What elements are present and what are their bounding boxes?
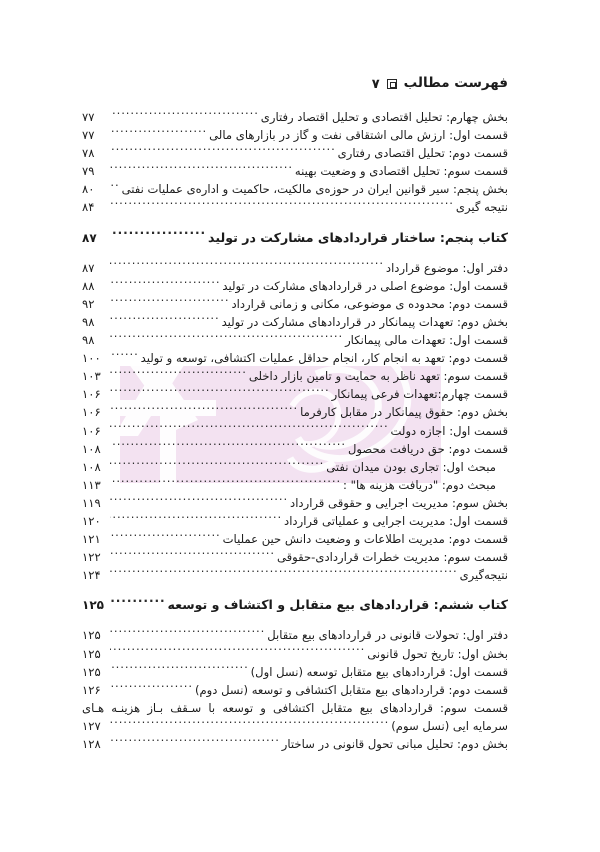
- toc-dot-leader: [110, 664, 249, 676]
- toc-entry-page-number: ۱۱۳: [82, 477, 101, 492]
- toc-entry[interactable]: [82, 108, 508, 126]
- toc-entry-page-number: ۱۰۳: [82, 369, 101, 384]
- toc-entry-page-number: ۱۲۵: [82, 646, 101, 661]
- toc-entry-page-number: ۷۷: [82, 128, 95, 143]
- toc-dot-leader: [110, 351, 139, 363]
- toc-entry[interactable]: [82, 331, 508, 349]
- toc-entry[interactable]: [82, 259, 508, 277]
- toc-dot-leader: [110, 387, 330, 399]
- toc-entry-page-number: ۸۷: [82, 260, 95, 275]
- toc-entry-page-number: ۸۴: [82, 200, 95, 215]
- toc-entry[interactable]: [82, 385, 508, 403]
- toc-entry-label: بخش پنجم: سیر قوانین ایران در حوزه‌ی مالکیت، حاکمیت و اداره‌ی عملیات نفتی: [121, 182, 508, 197]
- toc-entry[interactable]: [82, 422, 508, 440]
- toc-dot-leader: [110, 405, 298, 417]
- toc-entry-label: بخش سوم: مدیریت اجرایی و حقوقی قرارداد: [290, 495, 508, 510]
- toc-entry-page-number: ۱۰۸: [82, 441, 101, 456]
- toc-entry-label: قسمت اول: ارزش مالی اشتقاقی نفت و گاز در بازارهای مالی: [209, 128, 508, 143]
- toc-entry-page-number: ۱۲۸: [82, 737, 101, 751]
- toc-entry-page-number: ۱۲۱: [82, 532, 101, 547]
- toc-entry-label: مبحث دوم: "دریافت هزینه ها" :: [343, 477, 496, 492]
- toc-entry-page-number: ۱۰۰: [82, 351, 101, 366]
- toc-entry-page-number: ۹۸: [82, 314, 95, 329]
- toc-entry-label: کتاب ششم: قراردادهای بیع متقابل و اکتشاف و توسعه: [167, 597, 508, 613]
- toc-entry-label: قسمت اول: اجازه دولت: [390, 423, 508, 438]
- toc-entry-label: قسمت دوم: تحلیل اقتصادی رفتاری: [337, 146, 508, 161]
- toc-entry-label: قسمت سوم: تعهد ناظر به حمایت و تامین بازار داخلی: [248, 369, 508, 384]
- toc-dot-leader: [110, 513, 282, 525]
- toc-entry[interactable]: [82, 313, 508, 331]
- toc-entry-label-line1: قسمت سوم: قراردادهای بیع متقابل اکتشافی و توسعه با سـقف بـاز هزینـه هـای: [82, 700, 508, 715]
- toc-entry-page-number: ۱۲۷: [82, 718, 101, 733]
- toc-entry[interactable]: [82, 277, 508, 295]
- toc-entry[interactable]: [82, 663, 508, 681]
- toc-entry-label: قسمت سوم: مدیریت خطرات قراردادی-حقوقی: [276, 550, 508, 565]
- toc-entry-page-number: ۹۲: [82, 296, 95, 311]
- toc-dot-leader: [110, 682, 193, 694]
- toc-dot-leader: [110, 550, 275, 562]
- toc-dot-leader: [110, 646, 365, 658]
- toc-dot-leader: [110, 314, 220, 326]
- toc-entry[interactable]: [82, 458, 508, 476]
- toc-dot-leader: [110, 200, 454, 212]
- toc-entry-label: دفتر اول: تحولات قانونی در قراردادهای بیع متقابل: [267, 628, 508, 643]
- toc-entry-label: قسمت دوم: تعهد به انجام کار، انجام حداقل عملیات اکتشافی، توسعه و تولید: [140, 351, 508, 366]
- toc-entry-page-number: ۱۰۶: [82, 387, 101, 402]
- toc-list: [82, 108, 508, 753]
- toc-entry-label: بخش اول: تاریخ تحول قانونی: [367, 646, 508, 661]
- toc-dot-leader: [110, 109, 259, 121]
- toc-dot-leader: [110, 597, 166, 610]
- toc-dot-leader: [110, 423, 389, 435]
- toc-dot-leader: [110, 477, 341, 489]
- toc-entry-page-number: ۱۲۲: [82, 550, 101, 565]
- toc-entry-wrapped[interactable]: [82, 699, 508, 735]
- toc-dot-leader: [110, 182, 120, 194]
- toc-entry-label: قسمت اول: تعهدات مالی پیمانکار: [345, 333, 508, 348]
- toc-entry-label: بخش دوم: تحلیل مبانی تحول قانونی در ساختار: [281, 737, 508, 751]
- toc-entry-label: قسمت دوم: مدیریت اطلاعات و وضعیت دانش حین عملیات: [222, 532, 508, 547]
- toc-entry-label: قسمت چهارم:تعهدات فرعی پیمانکار: [331, 387, 508, 402]
- toc-entry-label: نتیجه گیری: [455, 200, 508, 215]
- toc-entry-page-number: ۷۹: [82, 164, 95, 179]
- toc-dot-leader: [110, 278, 220, 290]
- toc-entry-page-number: ۱۰۶: [82, 405, 101, 420]
- toc-dot-leader: [110, 332, 343, 344]
- toc-entry[interactable]: [82, 530, 508, 548]
- toc-dot-leader: [110, 229, 206, 242]
- toc-entry[interactable]: [82, 144, 508, 162]
- toc-book-entry[interactable]: [82, 596, 508, 614]
- toc-entry-label: قسمت دوم: قراردادهای بیع متقابل اکتشافی و توسعه (نسل دوم): [194, 682, 508, 697]
- toc-dot-leader: [110, 296, 229, 308]
- toc-entry-label: قسمت اول: قراردادهای بیع متقابل توسعه (نسل اول): [250, 664, 508, 679]
- toc-entry-label: مبحث اول: تجاری بودن میدان نفتی: [326, 459, 496, 474]
- toc-entry[interactable]: [82, 566, 508, 584]
- toc-entry[interactable]: [82, 681, 508, 699]
- toc-entry-page-number: ۱۱۹: [82, 495, 101, 510]
- toc-entry-label: بخش دوم: حقوق پیمانکار در مقابل کارفرما: [300, 405, 508, 420]
- toc-entry[interactable]: [82, 349, 508, 367]
- toc-entry[interactable]: [82, 645, 508, 663]
- book-icon: [387, 79, 397, 89]
- toc-entry-page-number: ۱۰۶: [82, 423, 101, 438]
- toc-entry[interactable]: [82, 626, 508, 644]
- toc-dot-leader: [110, 531, 221, 543]
- toc-entry-page-number: ۱۰۸: [82, 459, 101, 474]
- toc-entry-page-number: ۷۸: [82, 146, 95, 161]
- header-page-number: ۷: [371, 76, 380, 92]
- toc-dot-leader: [110, 736, 280, 748]
- toc-entry-label: قسمت دوم: محدوده ی موضوعی، مکانی و زمانی قرارداد: [231, 296, 508, 311]
- toc-entry-label: قسمت اول: موضوع اصلی در قراردادهای مشارکت در تولید: [222, 278, 508, 293]
- toc-entry[interactable]: [82, 403, 508, 421]
- toc-dot-leader: [110, 459, 324, 471]
- page-title: فهرست مطالب: [403, 75, 508, 92]
- running-header: [92, 74, 508, 94]
- toc-dot-leader: [110, 260, 384, 272]
- toc-entry[interactable]: [82, 162, 508, 180]
- toc-entry-page-number: ۱۲۵: [82, 628, 101, 643]
- toc-entry-page-number: ۱۲۰: [82, 513, 101, 528]
- toc-dot-leader: [110, 369, 247, 381]
- toc-dot-leader: [110, 128, 207, 140]
- toc-entry-page-number: ۸۸: [82, 278, 95, 293]
- toc-dot-leader: [110, 628, 265, 640]
- toc-entry-page-number: ۱۲۵: [82, 598, 104, 613]
- toc-entry-label: قسمت سوم: تحلیل اقتصادی و وضعیت بهینه: [294, 164, 508, 179]
- toc-entry-page-number: ۱۲۴: [82, 568, 101, 583]
- toc-entry[interactable]: [82, 295, 508, 313]
- toc-entry-label: قسمت اول: مدیریت اجرایی و عملیاتی قرارداد: [284, 513, 508, 528]
- toc-entry-label: کتاب پنجم: ساختار قراردادهای مشارکت در تولید: [208, 229, 508, 245]
- toc-dot-leader: [110, 718, 389, 730]
- toc-entry[interactable]: [82, 180, 508, 198]
- toc-entry[interactable]: [82, 476, 508, 494]
- toc-entry-label-line2: سرمایه ایی (نسل سوم): [391, 718, 508, 733]
- toc-entry[interactable]: [82, 126, 508, 144]
- toc-book-entry[interactable]: [82, 229, 508, 247]
- toc-entry-label: بخش چهارم: تحلیل اقتصادی و تحلیل اقتصاد رفتاری: [260, 110, 508, 124]
- toc-entry-label: نتیجه‌گیری: [459, 568, 508, 583]
- toc-entry[interactable]: [82, 198, 508, 216]
- toc-entry-page-number: ۱۲۵: [82, 664, 101, 679]
- toc-dot-leader: [110, 146, 336, 158]
- toc-dot-leader: [110, 495, 288, 507]
- toc-entry-label: بخش دوم: تعهدات پیمانکار در قراردادهای مشارکت در تولید: [221, 314, 508, 329]
- toc-entry-page-number: ۷۷: [82, 110, 95, 124]
- toc-entry-page-number: ۱۲۶: [82, 682, 101, 697]
- toc-dot-leader: [110, 568, 458, 580]
- toc-entry[interactable]: [82, 440, 508, 458]
- toc-entry[interactable]: [82, 735, 508, 753]
- toc-entry[interactable]: [82, 548, 508, 566]
- toc-entry[interactable]: [82, 367, 508, 385]
- toc-entry-page-number: ۹۸: [82, 333, 95, 348]
- toc-dot-leader: [110, 164, 293, 176]
- toc-entry[interactable]: [82, 494, 508, 512]
- toc-entry-page-number: ۸۷: [82, 230, 97, 245]
- toc-entry[interactable]: [82, 512, 508, 530]
- toc-entry-page-number: ۸۰: [82, 182, 95, 197]
- toc-dot-leader: [110, 441, 346, 453]
- toc-entry-label: قسمت دوم: حق دریافت محصول: [347, 441, 508, 456]
- toc-entry-label: دفتر اول: موضوع قرارداد: [385, 260, 508, 275]
